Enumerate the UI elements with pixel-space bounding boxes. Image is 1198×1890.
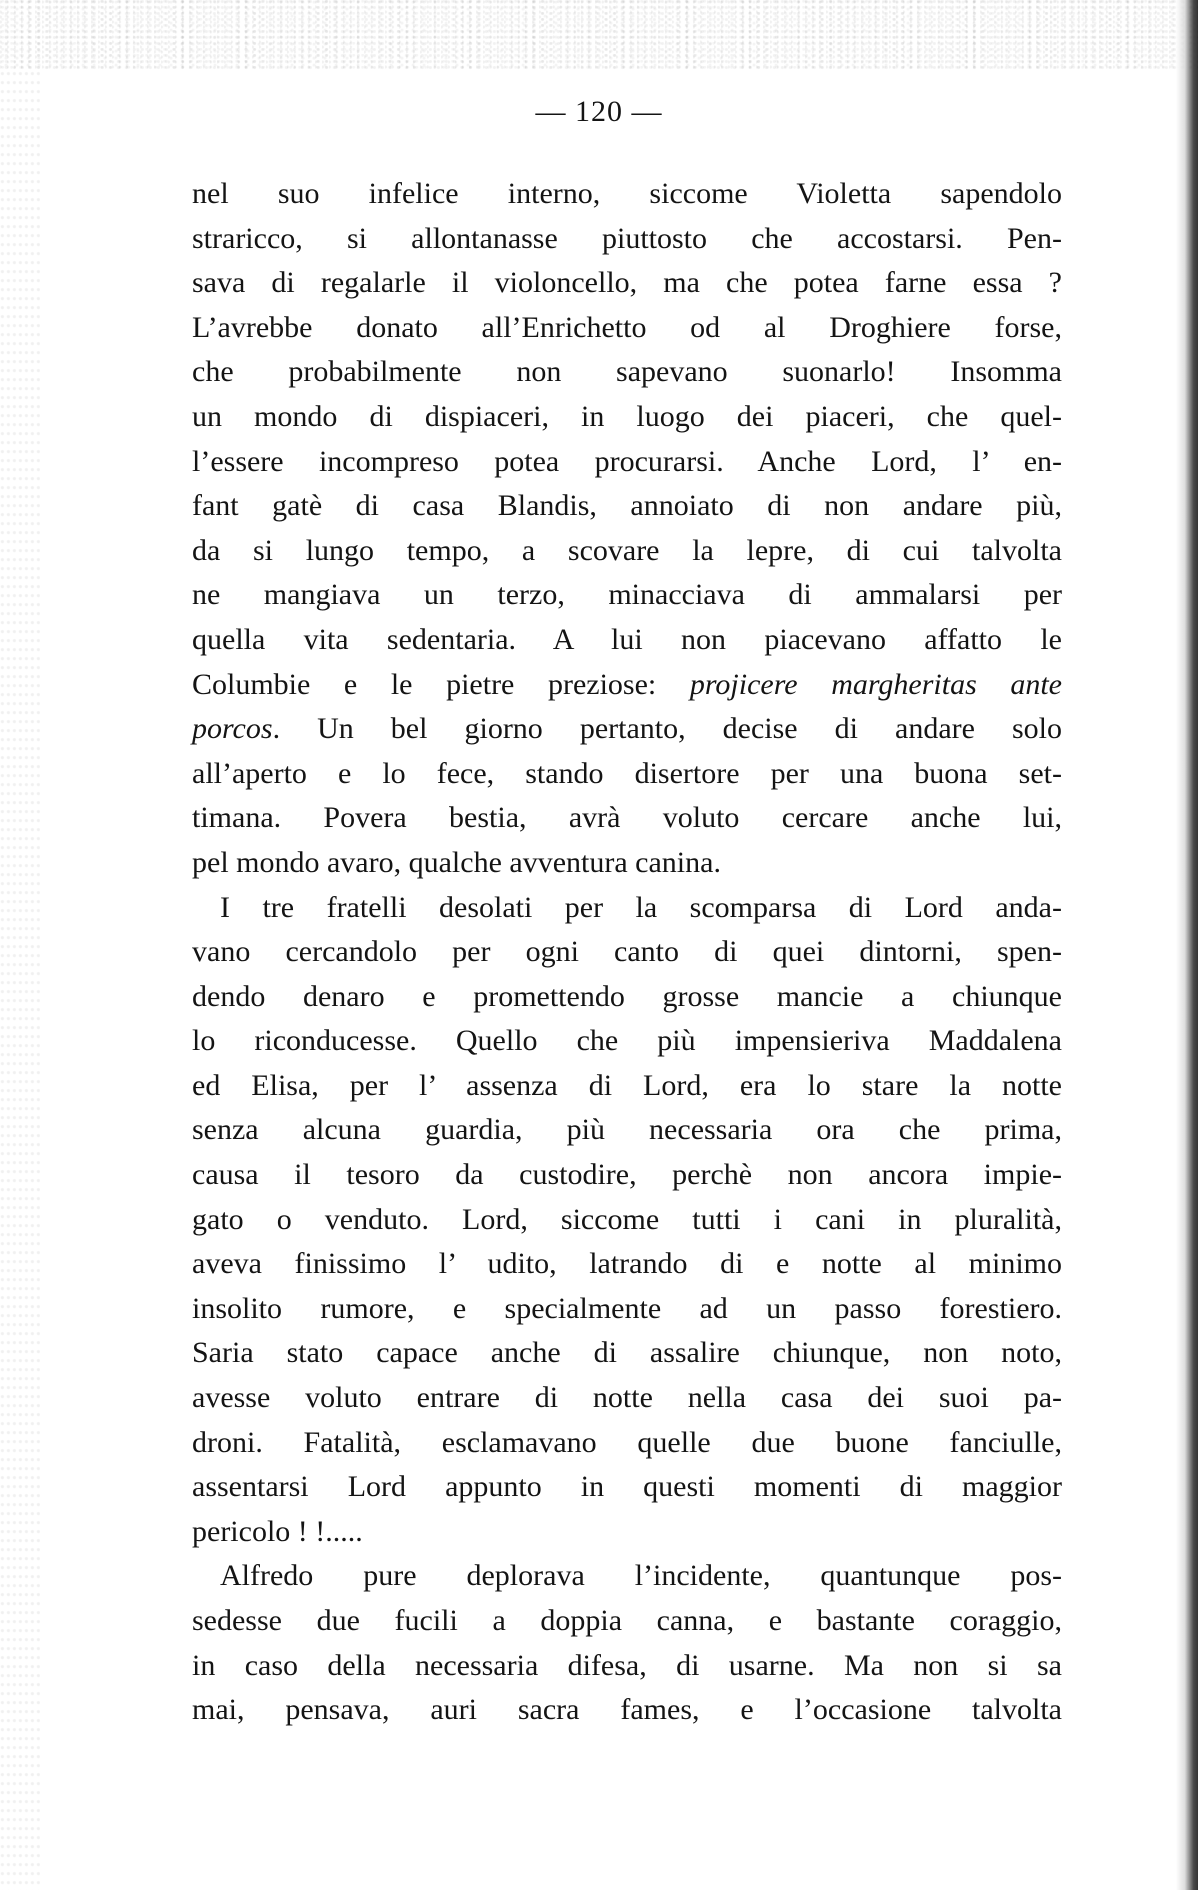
text-line: sava di regalarle il violoncello, ma che potea farne essa ? <box>192 266 1062 300</box>
text-line: avesse voluto entrare di notte nella casa dei suoi pa- <box>192 1381 1062 1415</box>
text-line <box>192 707 1062 752</box>
text-line: sedesse due fucili a doppia canna, e bastante coraggio, <box>192 1604 1062 1637</box>
text-line: lo riconducesse. Quello che più impensieriva Maddalena <box>192 1024 1062 1058</box>
text-span: Columbie e le pietre preziose: <box>192 667 690 701</box>
text-line: vano cercandolo per ogni canto di quei dintorni, spen- <box>192 935 1062 969</box>
text-line: ed Elisa, per l’ assenza di Lord, era lo stare la notte <box>192 1068 1062 1102</box>
text-line: droni. Fatalità, esclamavano quelle due buone fanciulle, <box>192 1425 1062 1459</box>
text-line: che probabilmente non sapevano suonarlo! Insomma <box>192 355 1062 389</box>
scan-noise-left <box>0 70 40 1890</box>
text-line: aveva finissimo l’ udito, latrando di e notte al minimo <box>192 1247 1062 1281</box>
text-line: straricco, si allontanasse piuttosto che accostarsi. Pen- <box>192 221 1062 255</box>
body-text <box>192 172 1062 1733</box>
text-line: fant gatè di casa Blandis, annoiato di non andare più, <box>192 489 1062 523</box>
text-line: L’avrebbe donato all’Enrichetto od al Droghiere forse, <box>192 310 1062 344</box>
text-line: timana. Povera bestia, avrà voluto cercare anche lui, <box>192 801 1062 835</box>
text-line: insolito rumore, e specialmente ad un passo forestiero. <box>192 1291 1062 1325</box>
text-line: dendo denaro e promettendo grosse mancie a chiunque <box>192 979 1062 1013</box>
text-line: mai, pensava, auri sacra fames, e l’occasione talvolta <box>192 1693 1062 1727</box>
latin-quote: projicere margheritas ante <box>689 667 1063 701</box>
text-line: quella vita sedentaria. A lui non piacevano affatto le <box>192 622 1062 656</box>
text-line: all’aperto e lo fece, stando disertore per una buona set- <box>192 756 1062 790</box>
text-line: in caso della necessaria difesa, di usarne. Ma non si sa <box>192 1648 1062 1682</box>
paragraph-start: I tre fratelli desolati per la scomparsa di Lord anda- <box>220 890 1062 924</box>
page-edge-shadow <box>1176 0 1198 1890</box>
text-line: pel mondo avaro, qualche avventura canina. <box>192 845 721 879</box>
text-line: pericolo ! !..... <box>192 1514 363 1548</box>
page-number: — 120 — <box>535 95 663 128</box>
latin-quote: porcos <box>192 712 273 746</box>
text-line: nel suo infelice interno, siccome Violetta sapendolo <box>192 177 1062 210</box>
text-line: un mondo di dispiaceri, in luogo dei piaceri, che quel- <box>192 399 1062 433</box>
text-line <box>192 663 1062 708</box>
text-line: ne mangiava un terzo, minacciava di ammalarsi per <box>192 578 1062 612</box>
text-line: Saria stato capace anche di assalire chiunque, non noto, <box>192 1336 1062 1370</box>
text-line: da si lungo tempo, a scovare la lepre, di cui talvolta <box>192 533 1062 567</box>
text-line: l’essere incompreso potea procurarsi. Anche Lord, l’ en- <box>192 444 1062 478</box>
text-line: gato o venduto. Lord, siccome tutti i cani in pluralità, <box>192 1202 1062 1236</box>
text-line: senza alcuna guardia, più necessaria ora che prima, <box>192 1113 1062 1147</box>
text-line: causa il tesoro da custodire, perchè non ancora impie- <box>192 1158 1062 1192</box>
text-line: assentarsi Lord appunto in questi momenti di maggior <box>192 1470 1062 1504</box>
scan-noise-top <box>0 0 1198 70</box>
text-span: . Un bel giorno pertanto, decise di andare solo <box>272 712 1062 746</box>
paragraph-start: Alfredo pure deplorava l’incidente, quantunque pos- <box>220 1559 1062 1593</box>
